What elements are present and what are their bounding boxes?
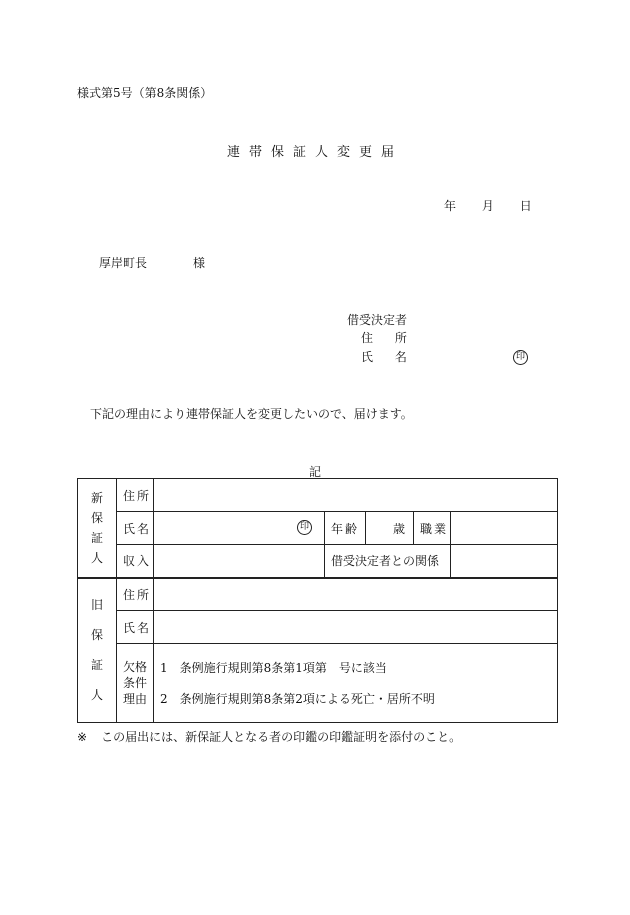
addressee [99, 254, 205, 271]
addressee-name: 厚岸町長 [99, 256, 148, 270]
new-name-field[interactable] [154, 512, 325, 545]
new-relation-label: 借受決定者との関係 [325, 545, 451, 578]
new-name-label: 氏名 [117, 512, 154, 545]
date-day-label: 日 [519, 199, 532, 213]
new-age-field[interactable] [366, 512, 414, 545]
new-occupation-field[interactable] [451, 512, 558, 545]
date-month-label: 月 [481, 199, 494, 213]
addressee-honorific: 様 [193, 256, 206, 270]
applicant-seal-icon: 印 [513, 350, 528, 365]
reason-option-2[interactable]: 2 条例施行規則第8条第2項による死亡・居所不明 [160, 691, 435, 706]
old-name-field[interactable] [154, 611, 558, 644]
old-address-label: 住所 [117, 578, 154, 611]
footnote [77, 728, 461, 745]
date-year-label: 年 [444, 199, 457, 213]
new-guarantor-section: 新 保 証 人 [78, 479, 117, 578]
new-age-unit: 歳 [392, 521, 405, 536]
old-address-field[interactable] [154, 578, 558, 611]
reason-option-1[interactable]: 1 条例施行規則第8条第1項第 号に該当 [160, 660, 387, 675]
new-income-label: 収入 [117, 545, 154, 578]
new-address-field[interactable] [154, 479, 558, 512]
body-text: 下記の理由により連帯保証人を変更したいので、届けます。 [90, 407, 413, 421]
guarantor-table [77, 478, 558, 723]
new-relation-field[interactable] [451, 545, 558, 578]
document-title: 連帯保証人変更届 [226, 145, 403, 160]
form-number: 様式第5号（第8条関係） [77, 86, 213, 100]
old-guarantor-section: 旧 保 証 人 [78, 578, 117, 723]
applicant-name-label: 氏 名 [361, 350, 416, 364]
old-name-label: 氏名 [117, 611, 154, 644]
note-mark: ※ [77, 730, 88, 744]
applicant-role: 借受決定者 [347, 313, 408, 327]
note-text: この届出には、新保証人となる者の印鑑の印鑑証明を添付のこと。 [101, 730, 462, 744]
applicant-address-label: 住 所 [361, 331, 416, 345]
date-line [444, 197, 532, 214]
new-age-label: 年齢 [325, 512, 366, 545]
new-seal-icon: 印 [297, 520, 312, 535]
reason-field [154, 644, 558, 723]
ki-heading: 記 [308, 465, 321, 479]
new-occupation-label: 職業 [414, 512, 451, 545]
new-income-field[interactable] [154, 545, 325, 578]
new-address-label: 住所 [117, 479, 154, 512]
reason-label: 欠格 条件 理由 [117, 644, 154, 723]
